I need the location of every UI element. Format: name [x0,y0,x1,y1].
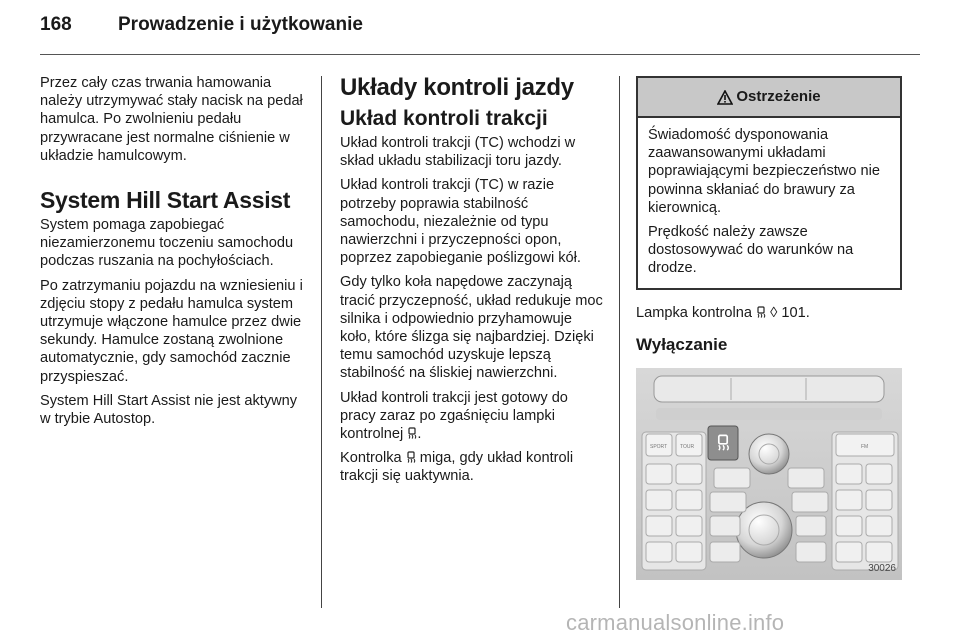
ready-end: . [417,426,422,443]
hill-start-heading: System Hill Start Assist [40,187,291,214]
paragraph: System pomaga zapobiegać niezamierzonemu toczeniu samochodu podczas ruszania na pochyłościach. [40,217,294,270]
center-console-illustration [636,368,902,580]
warning-paragraph: Świadomość dysponowania zaawansowanymi układami poprawiającymi bezpieczeństwo nie powinna skłaniać do brawury za kierownicą. [648,127,880,216]
figure-id: 30026 [868,562,896,574]
blink-end: miga, gdy układ kontroli trakcji się uaktywnia. [340,450,574,485]
traction-control-icon [406,451,416,463]
warning-body [638,118,900,288]
paragraph [340,449,606,485]
lamp-page-link[interactable]: 101. [781,304,810,321]
column-1 [40,74,306,434]
page-number: 168 [40,14,72,35]
lamp-label: Lampka kontrolna [636,304,753,321]
warning-header [638,78,900,118]
paragraph: System Hill Start Assist nie jest aktywny w trybie Autostop. [40,392,298,428]
figure-button-label: SPORT [650,444,668,451]
warning-box [636,76,902,290]
figure-button-label: FM [861,444,869,451]
warning-title: Ostrzeżenie [736,87,821,105]
blink-start: Kontrolka [340,450,402,467]
subsection-heading: Układ kontroli trakcji [340,107,548,130]
column-2 [340,74,606,492]
page-header [40,14,920,55]
paragraph: Po zatrzymaniu pojazdu na wzniesieniu i zdjęciu stopy z pedału hamulca system utrzymuje włączone hamulce przez dwie sekundy. Hamulce zostaną zwolnione automatycznie, gdy samochód zacznie przyspieszać. [40,277,303,385]
watermark: carmanualsonline.info [566,610,785,635]
column-3 [636,74,902,580]
intro-paragraph: Przez cały czas trwania hamowania należy utrzymywać stały nacisk na pedał hamulca. Po zwolnieniu pedału przywracane jest normalne ciśnienie w układzie hamulcowym. [40,75,303,164]
page-ref-arrow-icon: ◊ [770,304,778,321]
warning-paragraph: Prędkość należy zawsze dostosowywać do warunków na drodze. [648,224,854,277]
ready-text: Układ kontroli trakcji jest gotowy do pracy zaraz po zgaśnięciu lampki kontrolnej [340,389,568,443]
dashboard-figure [636,368,902,580]
lamp-reference [636,304,902,322]
column-divider [321,76,322,608]
paragraph: Układ kontroli trakcji (TC) w razie potrzeby poprawia stabilność samochodu, niezależnie od typu nawierzchni i przyczepności opon, poprzez zapobieganie poślizgowi kół. [340,177,581,267]
paragraph: Układ kontroli trakcji (TC) wchodzi w skład układu stabilizacji toru jazdy. [340,135,576,170]
section-heading: Układy kontroli jazdy [340,74,574,101]
header-title: Prowadzenie i użytkowanie [118,14,363,35]
paragraph: Gdy tylko koła napędowe zaczynają tracić przyczepność, układ redukuje moc silnika i odpowiednio przyhamowuje koło, które ślizga się najbardziej. Dzięki temu samochód uzyskuje lepszą stabilność na śliskiej nawierzchni. [340,274,603,382]
traction-control-icon [407,427,417,439]
column-divider [619,76,620,608]
traction-control-icon [756,306,766,318]
warning-triangle-icon [717,90,733,105]
figure-button-label: TOUR [680,444,695,451]
paragraph [340,389,606,444]
disable-heading: Wyłączanie [636,334,728,354]
